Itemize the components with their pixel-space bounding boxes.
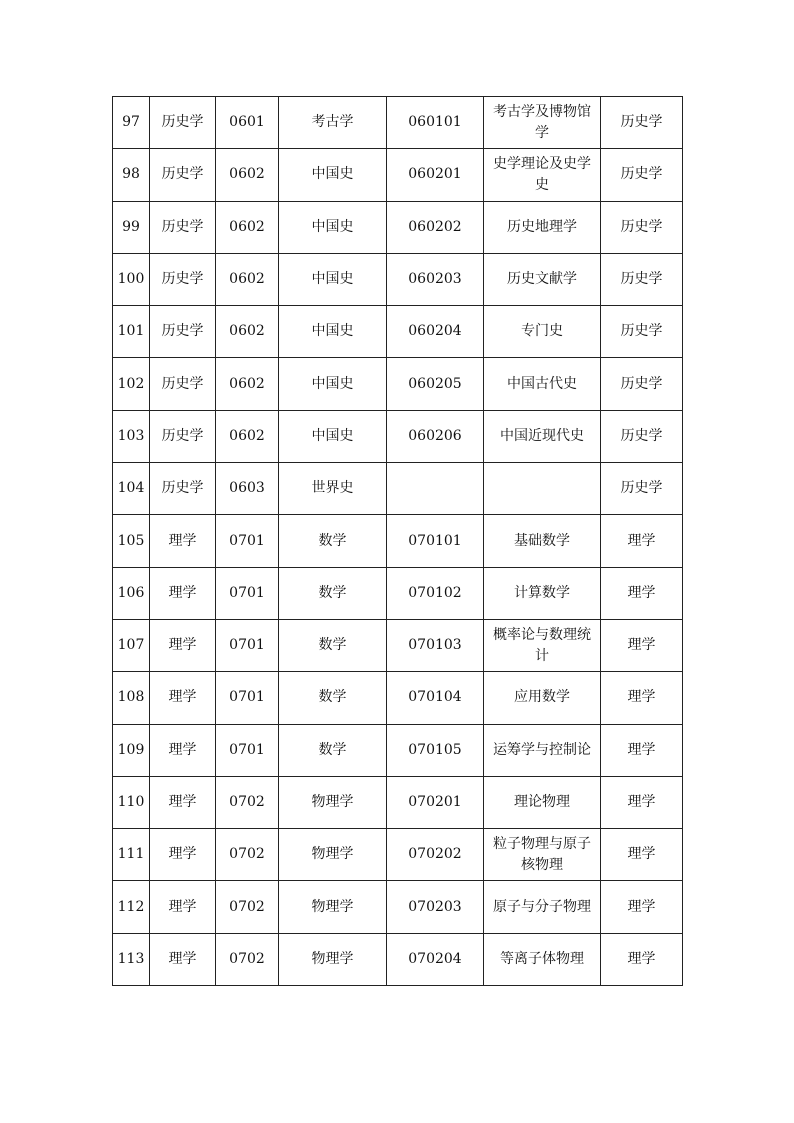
second-level-name-cell: 历史地理学: [484, 201, 601, 253]
degree-type-cell: 历史学: [601, 149, 683, 201]
row-number-cell: 105: [113, 515, 150, 567]
table-row: [113, 515, 683, 567]
table-row: [113, 672, 683, 724]
table-row: [113, 201, 683, 253]
first-level-name-cell: 数学: [279, 515, 387, 567]
first-level-name-cell: 世界史: [279, 463, 387, 515]
second-level-name-cell: 概率论与数理统计: [484, 619, 601, 671]
discipline-category-cell: 历史学: [150, 149, 216, 201]
degree-type-cell: 历史学: [601, 201, 683, 253]
second-level-name-cell: 中国近现代史: [484, 410, 601, 462]
first-level-name-cell: 数学: [279, 672, 387, 724]
table-row: [113, 881, 683, 933]
second-level-name-cell: 运筹学与控制论: [484, 724, 601, 776]
discipline-category-cell: 历史学: [150, 97, 216, 149]
row-number-cell: 112: [113, 881, 150, 933]
row-number-cell: 107: [113, 619, 150, 671]
second-level-name-cell: 史学理论及史学史: [484, 149, 601, 201]
second-level-name-cell: 基础数学: [484, 515, 601, 567]
discipline-category-cell: 理学: [150, 567, 216, 619]
table-row: [113, 724, 683, 776]
table-row: [113, 97, 683, 149]
table-row: [113, 829, 683, 881]
second-level-code-cell: 070105: [387, 724, 484, 776]
degree-type-cell: 历史学: [601, 410, 683, 462]
first-level-code-cell: 0603: [216, 463, 279, 515]
first-level-name-cell: 中国史: [279, 410, 387, 462]
second-level-name-cell: 历史文献学: [484, 253, 601, 305]
first-level-code-cell: 0701: [216, 672, 279, 724]
degree-type-cell: 历史学: [601, 463, 683, 515]
table-row: [113, 410, 683, 462]
table-row: [113, 149, 683, 201]
row-number-cell: 111: [113, 829, 150, 881]
discipline-category-cell: 理学: [150, 515, 216, 567]
second-level-code-cell: 070203: [387, 881, 484, 933]
first-level-code-cell: 0602: [216, 358, 279, 410]
table-body: [113, 97, 683, 986]
discipline-category-cell: 理学: [150, 829, 216, 881]
first-level-name-cell: 物理学: [279, 933, 387, 985]
row-number-cell: 101: [113, 306, 150, 358]
second-level-code-cell: 060201: [387, 149, 484, 201]
second-level-name-cell: 计算数学: [484, 567, 601, 619]
first-level-name-cell: 中国史: [279, 149, 387, 201]
first-level-code-cell: 0602: [216, 306, 279, 358]
degree-type-cell: 历史学: [601, 97, 683, 149]
table-row: [113, 933, 683, 985]
second-level-code-cell: [387, 463, 484, 515]
subject-catalog-table: [112, 96, 683, 986]
first-level-code-cell: 0702: [216, 776, 279, 828]
discipline-category-cell: 理学: [150, 933, 216, 985]
table-row: [113, 619, 683, 671]
degree-type-cell: 理学: [601, 515, 683, 567]
row-number-cell: 109: [113, 724, 150, 776]
discipline-category-cell: 理学: [150, 776, 216, 828]
discipline-category-cell: 理学: [150, 619, 216, 671]
second-level-code-cell: 060204: [387, 306, 484, 358]
discipline-category-cell: 理学: [150, 724, 216, 776]
second-level-code-cell: 070101: [387, 515, 484, 567]
first-level-code-cell: 0602: [216, 201, 279, 253]
first-level-name-cell: 中国史: [279, 201, 387, 253]
row-number-cell: 113: [113, 933, 150, 985]
row-number-cell: 104: [113, 463, 150, 515]
row-number-cell: 97: [113, 97, 150, 149]
row-number-cell: 108: [113, 672, 150, 724]
first-level-code-cell: 0702: [216, 933, 279, 985]
first-level-code-cell: 0701: [216, 619, 279, 671]
first-level-code-cell: 0601: [216, 97, 279, 149]
table-row: [113, 358, 683, 410]
table-row: [113, 776, 683, 828]
degree-type-cell: 理学: [601, 776, 683, 828]
second-level-code-cell: 060206: [387, 410, 484, 462]
first-level-name-cell: 物理学: [279, 881, 387, 933]
first-level-code-cell: 0602: [216, 410, 279, 462]
first-level-name-cell: 中国史: [279, 358, 387, 410]
first-level-code-cell: 0702: [216, 881, 279, 933]
degree-type-cell: 理学: [601, 619, 683, 671]
discipline-category-cell: 历史学: [150, 201, 216, 253]
first-level-name-cell: 数学: [279, 619, 387, 671]
table-row: [113, 463, 683, 515]
second-level-code-cell: 070104: [387, 672, 484, 724]
second-level-name-cell: 应用数学: [484, 672, 601, 724]
second-level-code-cell: 070103: [387, 619, 484, 671]
second-level-name-cell: 理论物理: [484, 776, 601, 828]
degree-type-cell: 历史学: [601, 253, 683, 305]
second-level-code-cell: 070202: [387, 829, 484, 881]
discipline-category-cell: 历史学: [150, 463, 216, 515]
degree-type-cell: 理学: [601, 567, 683, 619]
row-number-cell: 106: [113, 567, 150, 619]
degree-type-cell: 理学: [601, 881, 683, 933]
discipline-category-cell: 历史学: [150, 358, 216, 410]
degree-type-cell: 理学: [601, 724, 683, 776]
table-row: [113, 306, 683, 358]
second-level-code-cell: 070204: [387, 933, 484, 985]
discipline-category-cell: 历史学: [150, 410, 216, 462]
first-level-code-cell: 0701: [216, 567, 279, 619]
discipline-category-cell: 理学: [150, 672, 216, 724]
second-level-code-cell: 060205: [387, 358, 484, 410]
first-level-code-cell: 0701: [216, 724, 279, 776]
second-level-name-cell: 中国古代史: [484, 358, 601, 410]
first-level-name-cell: 中国史: [279, 306, 387, 358]
table-row: [113, 253, 683, 305]
second-level-name-cell: 粒子物理与原子核物理: [484, 829, 601, 881]
degree-type-cell: 理学: [601, 672, 683, 724]
degree-type-cell: 理学: [601, 933, 683, 985]
first-level-name-cell: 中国史: [279, 253, 387, 305]
row-number-cell: 98: [113, 149, 150, 201]
first-level-code-cell: 0702: [216, 829, 279, 881]
second-level-code-cell: 060101: [387, 97, 484, 149]
table-row: [113, 567, 683, 619]
second-level-code-cell: 070102: [387, 567, 484, 619]
row-number-cell: 110: [113, 776, 150, 828]
second-level-name-cell: 专门史: [484, 306, 601, 358]
second-level-name-cell: 等离子体物理: [484, 933, 601, 985]
first-level-name-cell: 物理学: [279, 776, 387, 828]
first-level-name-cell: 数学: [279, 724, 387, 776]
discipline-category-cell: 历史学: [150, 306, 216, 358]
second-level-name-cell: [484, 463, 601, 515]
first-level-name-cell: 物理学: [279, 829, 387, 881]
discipline-category-cell: 历史学: [150, 253, 216, 305]
degree-type-cell: 理学: [601, 829, 683, 881]
row-number-cell: 99: [113, 201, 150, 253]
row-number-cell: 103: [113, 410, 150, 462]
discipline-category-cell: 理学: [150, 881, 216, 933]
first-level-name-cell: 考古学: [279, 97, 387, 149]
second-level-name-cell: 原子与分子物理: [484, 881, 601, 933]
first-level-name-cell: 数学: [279, 567, 387, 619]
row-number-cell: 102: [113, 358, 150, 410]
degree-type-cell: 历史学: [601, 358, 683, 410]
second-level-name-cell: 考古学及博物馆学: [484, 97, 601, 149]
first-level-code-cell: 0602: [216, 253, 279, 305]
second-level-code-cell: 070201: [387, 776, 484, 828]
second-level-code-cell: 060203: [387, 253, 484, 305]
degree-type-cell: 历史学: [601, 306, 683, 358]
second-level-code-cell: 060202: [387, 201, 484, 253]
first-level-code-cell: 0701: [216, 515, 279, 567]
first-level-code-cell: 0602: [216, 149, 279, 201]
row-number-cell: 100: [113, 253, 150, 305]
